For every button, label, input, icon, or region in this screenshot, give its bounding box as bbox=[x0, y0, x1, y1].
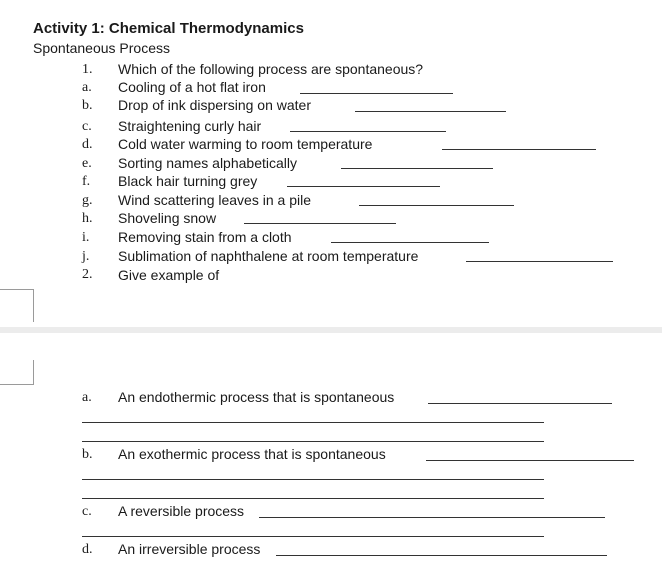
item-text: Cooling of a hot flat iron bbox=[118, 79, 266, 95]
item-text: Removing stain from a cloth bbox=[118, 229, 292, 245]
item-text: Sorting names alphabetically bbox=[118, 155, 297, 171]
item-letter: d. bbox=[82, 542, 93, 557]
item-text: An exothermic process that is spontaneous bbox=[118, 446, 386, 462]
item-text: An irreversible process bbox=[118, 541, 261, 557]
answer-line[interactable] bbox=[82, 422, 544, 423]
item-letter: c. bbox=[82, 119, 92, 134]
item-text: Black hair turning grey bbox=[118, 173, 258, 189]
item-text: Cold water warming to room temperature bbox=[118, 136, 373, 152]
page-corner-mark bbox=[0, 289, 34, 322]
item-text: Drop of ink dispersing on water bbox=[118, 97, 311, 113]
item-text: Shoveling snow bbox=[118, 210, 217, 226]
question-1-prompt: Which of the following process are spontaneous? bbox=[118, 61, 424, 77]
answer-blank[interactable] bbox=[466, 261, 613, 262]
item-letter: j. bbox=[82, 249, 90, 264]
page-corner-mark bbox=[0, 360, 34, 385]
item-letter: b. bbox=[82, 447, 93, 462]
answer-line[interactable] bbox=[82, 536, 544, 537]
answer-blank[interactable] bbox=[428, 403, 612, 404]
answer-blank[interactable] bbox=[259, 517, 605, 518]
item-letter: g. bbox=[82, 193, 93, 208]
item-letter: c. bbox=[82, 504, 92, 519]
answer-blank[interactable] bbox=[300, 93, 453, 94]
answer-line[interactable] bbox=[82, 498, 544, 499]
item-letter: h. bbox=[82, 211, 93, 226]
answer-blank[interactable] bbox=[276, 555, 607, 556]
item-text: A reversible process bbox=[118, 503, 245, 519]
item-letter: a. bbox=[82, 390, 92, 405]
item-letter: d. bbox=[82, 137, 93, 152]
question-2-number: 2. bbox=[82, 267, 93, 282]
answer-blank[interactable] bbox=[244, 223, 396, 224]
answer-blank[interactable] bbox=[287, 186, 440, 187]
answer-blank[interactable] bbox=[355, 111, 506, 112]
answer-blank[interactable] bbox=[359, 205, 514, 206]
answer-blank[interactable] bbox=[426, 460, 634, 461]
item-letter: f. bbox=[82, 174, 91, 189]
item-text: An endothermic process that is spontaneous bbox=[118, 389, 395, 405]
section-title: Spontaneous Process bbox=[33, 40, 170, 56]
item-letter: a. bbox=[82, 80, 92, 95]
question-2-prompt: Give example of bbox=[118, 267, 220, 283]
item-letter: b. bbox=[82, 98, 93, 113]
item-text: Sublimation of naphthalene at room temperature bbox=[118, 248, 419, 264]
item-letter: i. bbox=[82, 230, 90, 245]
item-text: Wind scattering leaves in a pile bbox=[118, 192, 311, 208]
answer-blank[interactable] bbox=[290, 131, 446, 132]
answer-blank[interactable] bbox=[341, 168, 493, 169]
page-break bbox=[0, 327, 662, 333]
activity-title: Activity 1: Chemical Thermodynamics bbox=[33, 20, 304, 37]
question-1-number: 1. bbox=[82, 62, 93, 77]
answer-line[interactable] bbox=[82, 441, 544, 442]
answer-line[interactable] bbox=[82, 479, 544, 480]
item-letter: e. bbox=[82, 156, 92, 171]
answer-blank[interactable] bbox=[442, 149, 596, 150]
answer-blank[interactable] bbox=[331, 242, 489, 243]
item-text: Straightening curly hair bbox=[118, 118, 262, 134]
